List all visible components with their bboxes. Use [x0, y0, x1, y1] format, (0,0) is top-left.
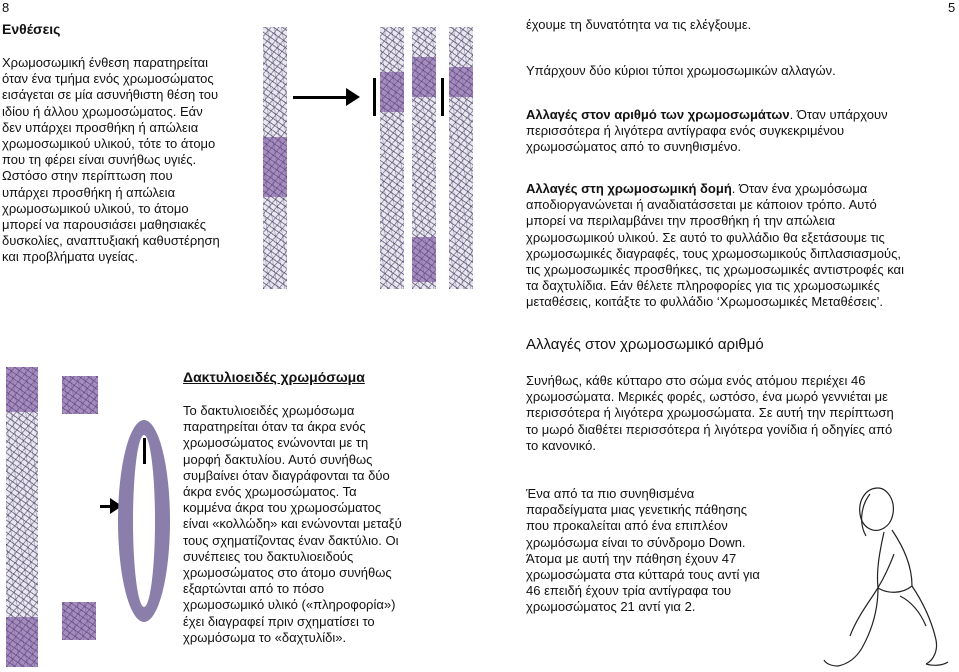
chromosome-linear — [6, 367, 38, 667]
ring-text: Το δακτυλιοειδές χρωμόσωμα παρατηρείται όταν τα άκρα ενός χρωμοσώματος ενώνονται με τη μορφή δακτυλίου. Αυτό συνήθως συμβαίνει όταν διαγράφονται τα δύο άκρα ενός χρωμοσώματος. Τα κομμένα άκρα του χρωμοσώματος είναι «κολλώδη» και ενώνονται μεταξύ τους σχηματίζοντας έναν δακτύλιο. Οι συνέπειες του δακτυλιοειδούς χρωμοσώματος στο άτομο συνήθως εξαρτώνται από το πόσο χρωμοσωμικό υλικό («πληροφορία») έχει διαγραφεί πριν σχηματίσει το χρωμόσωμα το «δαχτυλίδι». — [183, 403, 402, 645]
insertion-marker-right — [441, 78, 444, 116]
chromosome-result — [449, 27, 473, 289]
section-heading: Αλλαγές στον χρωμοσωμικό αριθμό — [526, 336, 764, 353]
number-change-paragraph: Αλλαγές στον αριθμό των χρωμοσωμάτων. Όταν υπάρχουν περισσότερα ή λιγότερα αντίγραφα ενός συγκεκριμένου χρωμοσώματος από το συνηθισμένο. — [526, 107, 888, 155]
chromosome-count-paragraph: Συνήθως, κάθε κύτταρο στο σώμα ενός ατόμου περιέχει 46 χρωμοσώματα. Μερικές φορές, ωστόσο, ένα μωρό γεννιέται με περισσότερα ή λιγότερα χρωμοσώματα. Σε αυτή την περίπτωση το μωρό διαθέτει περισσότερα ή λιγότερα γονίδια ή οδηγίες από το κανονικό. — [526, 373, 894, 453]
deleted-tip-top — [62, 376, 98, 414]
number-change-title: Αλλαγές στον αριθμό των χρωμοσωμάτων — [526, 107, 790, 122]
types-intro: Υπάρχουν δύο κύριοι τύποι χρωμοσωμικών αλλαγών. — [526, 63, 836, 78]
insertions-text: Χρωμοσωμική ένθεση παρατηρείται όταν ένα τμήμα ενός χρωμοσώματος εισάγεται σε μία ασυνήθιστη θέση του ιδίου ή άλλου χρωμοσώματος. Εάν δεν υπάρχει προσθήκη ή απώλεια χρωμοσωμικού υλικού, τότε το άτομο που τη φέρει είναι συνήθως υγιές. Ωστόσο στην περίπτωση που υπάρχει προσθήκη ή απώλεια χρωμοσωμικού υλικού, το άτομο μπορεί να παρουσιάσει μαθησιακές δυσκολίες, αναπτυξιακή καθυστέρηση και προβλήματα υγείας. — [2, 55, 220, 265]
insertion-marker-left — [373, 78, 376, 116]
chromosome-target-1 — [380, 27, 404, 289]
control-line: έχουμε τη δυνατότητα να τις ελέγξουμε. — [526, 17, 752, 32]
page-number-left: 8 — [2, 0, 10, 15]
insertions-heading: Ενθέσεις — [2, 21, 61, 37]
ring-join-marker — [143, 438, 146, 464]
chromosome-source — [263, 27, 287, 289]
down-syndrome-paragraph: Ένα από τα πιο συνηθισμένα παραδείγματα μιας γενετικής πάθησης που προκαλείται από ένα επιπλέον χρωμόσωμα είναι το σύνδρομο Down. Άτομα με αυτή την πάθηση έχουν 47 χρωμοσώματα στα κύτταρά τους αντί για 46 επειδή έχουν τρία αντίγραφα του χρωμοσώματος 21 αντί για 2. — [526, 486, 760, 615]
ring-heading: Δακτυλιοειδές χρωμόσωμα — [183, 369, 365, 385]
chromosome-target-2 — [412, 27, 436, 289]
structure-title: Αλλαγές στη χρωμοσωμική δομή — [526, 181, 732, 196]
deleted-tip-bottom — [62, 602, 96, 640]
arrow-right-icon — [293, 96, 351, 99]
structure-change-paragraph: Αλλαγές στη χρωμοσωμική δομή. Όταν ένα χρωμόσωμα αποδιοργανώνεται ή αναδιατάσσεται με κάποιον τρόπο. Αυτό μπορεί να περιλαμβάνει την προσθήκη ή την απώλεια χρωμοσωμικού υλικού. Σε αυτό το φυλλάδιο θα εξετάσουμε τις χρωμοσωμικές διαγραφές, τους χρωμοσωμικούς διπλασιασμούς, τις χρωμοσωμικές προσθήκες, τις χρωμοσωμικές αντιστροφές και τα δαχτυλίδια. Εάν θέλετε πληροφορίες για τις χρωμοσωμικές μεταθέσεις, κοιτάξτε το φυλλάδιο ‘Χρωμοσωμικές Μεταθέσεις’. — [526, 181, 904, 310]
sitting-person-illustration — [808, 470, 958, 670]
page-number-right: 5 — [948, 0, 956, 15]
